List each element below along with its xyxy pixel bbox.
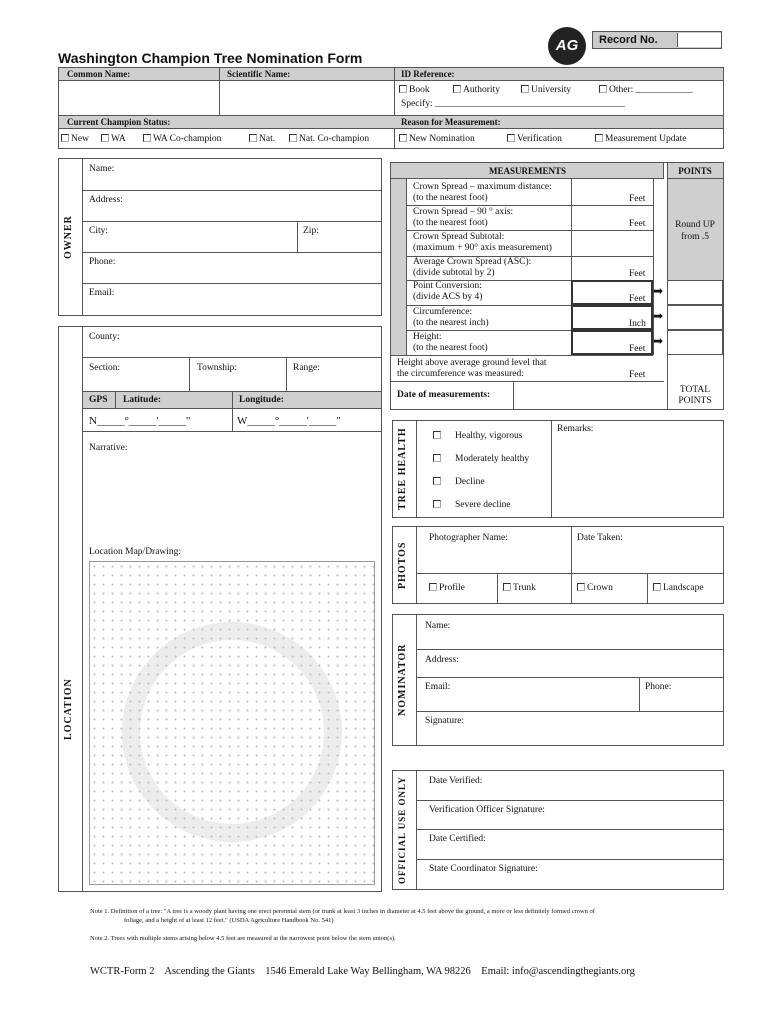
unit-feet: Feet [629,294,646,304]
points-header: POINTS [678,166,712,176]
arrow-right-icon: ➡ [653,309,664,323]
nominator-email-label: Email: [425,682,451,692]
checkbox[interactable] [433,500,441,508]
nominator-side-label: NOMINATOR [397,643,408,717]
checkbox[interactable] [61,134,69,142]
county-label: County: [89,332,120,342]
status-nat-cochampion[interactable]: Nat. Co-champion [289,134,369,144]
id-option-authority[interactable]: Authority [453,85,500,95]
height-above-ground: Height above average ground level that the circumference was measured: [397,358,547,379]
longitude-field[interactable]: W_____°_____'_____" [237,415,341,427]
measure-row-2: Crown Spread – 90 ° axis: (to the nearest foot) [413,207,514,228]
measure-row-6: Circumference: (to the nearest inch) [413,307,489,328]
tree-health-side-label: TREE HEALTH [397,427,408,511]
photographer-label: Photographer Name: [429,533,508,543]
note-2: Note 2. Trees with multiple stems arising below 4.5 feet are measured at the narrowest point below the stem union(s). [90,935,396,942]
total-points-label: TOTAL POINTS [678,385,712,406]
official-use-section [392,770,724,890]
scientific-name-label: Scientific Name: [227,69,291,79]
logo [548,27,586,65]
checkbox[interactable] [503,583,511,591]
verification-officer-label: Verification Officer Signature: [429,805,545,815]
unit-feet: Feet [629,194,646,204]
section-label: Section: [89,363,121,373]
id-option-university[interactable]: University [521,85,571,95]
common-name-field[interactable] [59,81,219,115]
watermark-logo [122,622,342,842]
owner-address-label: Address: [89,195,123,205]
reason-verification[interactable]: Verification [507,134,562,144]
checkbox[interactable] [521,85,529,93]
checkbox[interactable] [101,134,109,142]
longitude-label: Longitude: [239,395,284,405]
date-verified-label: Date Verified: [429,776,483,786]
measure-row-3: Crown Spread Subtotal: (maximum + 90° axis measurement) [413,232,552,253]
common-name-label: Common Name: [67,69,131,79]
top-section [58,67,724,149]
unit-feet: Feet [629,219,646,229]
checkbox[interactable] [143,134,151,142]
nominator-section [392,614,724,746]
checkbox[interactable] [433,454,441,462]
health-healthy[interactable]: Healthy, vigorous [433,431,522,441]
owner-zip-label: Zip: [303,226,319,236]
unit-inch: Inch [629,319,646,329]
photos-section [392,526,724,604]
location-side-label: LOCATION [63,678,74,740]
points-conversion-field[interactable] [667,280,723,305]
photos-side-label: PHOTOS [397,541,408,589]
measure-row-1: Crown Spread – maximum distance: (to the nearest foot) [413,182,552,203]
checkbox[interactable] [433,477,441,485]
scientific-name-field[interactable] [220,81,394,115]
latitude-field[interactable]: N_____°_____'_____" [89,415,191,427]
point-conversion-box[interactable] [571,280,653,305]
checkbox[interactable] [399,85,407,93]
circumference-box[interactable] [571,305,653,330]
status-new[interactable]: New [61,134,89,144]
nominator-address-label: Address: [425,655,459,665]
photo-profile[interactable]: Profile [429,583,465,593]
id-option-book[interactable]: Book [399,85,430,95]
measurements-section [390,162,724,410]
form-title: Washington Champion Tree Nomination Form [58,50,363,66]
record-number-field[interactable] [677,33,721,47]
checkbox[interactable] [653,583,661,591]
round-up-note: Round UP from .5 [675,220,715,242]
owner-name-label: Name: [89,164,115,174]
checkbox[interactable] [599,85,607,93]
checkbox[interactable] [433,431,441,439]
checkbox[interactable] [399,134,407,142]
remarks-label: Remarks: [557,424,594,434]
health-decline[interactable]: Decline [433,477,485,487]
narrative-label: Narrative: [89,443,128,453]
id-reference-label: ID Reference: [401,69,455,79]
unit-feet: Feet [629,344,646,354]
unit-feet: Feet [629,269,646,279]
owner-section [58,158,382,316]
date-taken-label: Date Taken: [577,533,623,543]
unit-feet: Feet [629,370,646,380]
nominator-phone-label: Phone: [645,682,672,692]
footer: WCTR-Form 2 Ascending the Giants 1546 Emerald Lake Way Bellingham, WA 98226 Email: info@ascendingthegiants.org [90,966,635,977]
measurements-header: MEASUREMENTS [488,166,566,176]
checkbox[interactable] [249,134,257,142]
measure-row-5: Point Conversion: (divide ACS by 4) [413,281,483,302]
id-option-other[interactable]: Other: ____________ [599,85,693,95]
owner-side-label: OWNER [63,215,74,259]
nominator-name-label: Name: [425,621,451,631]
height-box[interactable] [571,330,653,355]
points-circumference-field[interactable] [667,305,723,330]
arrow-right-icon: ➡ [653,284,664,298]
checkbox[interactable] [453,85,461,93]
current-champion-status-label: Current Champion Status: [67,117,171,127]
checkbox[interactable] [577,583,585,591]
status-nat[interactable]: Nat. [249,134,275,144]
location-section [58,326,382,892]
location-map-label: Location Map/Drawing: [89,547,182,557]
range-label: Range: [293,363,320,373]
nominator-signature-label: Signature: [425,716,465,726]
photo-crown[interactable]: Crown [577,583,613,593]
arrow-right-icon: ➡ [653,334,664,348]
status-wa[interactable]: WA [101,134,126,144]
official-side-label: OFFICIAL USE ONLY [397,776,407,884]
checkbox[interactable] [429,583,437,591]
note-1: Note 1. Definition of a tree: "A tree is a woody plant having one erect perennial stem (or trunk at least 3 inches in diameter at 4.5 feet above the ground, a more or less definitely formed crown of foliage, and a height of at least 12 feet." (USDA Agriculture Handbook No. 541) [90,908,595,924]
specify-field[interactable]: Specify: ________________________________________ [401,99,626,109]
owner-phone-label: Phone: [89,257,116,267]
state-coordinator-label: State Coordinator Signature: [429,864,538,874]
gps-label: GPS [89,395,108,405]
date-of-measurements-label: Date of measurements: [397,390,491,400]
checkbox[interactable] [507,134,515,142]
reason-for-measurement-label: Reason for Measurement: [401,117,501,127]
measure-row-7: Height: (to the nearest foot) [413,332,488,353]
township-label: Township: [197,363,237,373]
top-header-row [59,68,723,81]
reason-measurement-update[interactable]: Measurement Update [595,134,687,144]
owner-city-label: City: [89,226,109,236]
date-certified-label: Date Certified: [429,834,486,844]
measure-row-4: Average Crown Spread (ASC): (divide subtotal by 2) [413,257,532,278]
checkbox[interactable] [289,134,297,142]
photo-landscape[interactable]: Landscape [653,583,704,593]
photo-trunk[interactable]: Trunk [503,583,536,593]
status-wa-cochampion[interactable]: WA Co-champion [143,134,221,144]
latitude-label: Latitude: [123,395,161,405]
record-label: Record No. [599,34,658,46]
tree-health-section [392,420,724,518]
logo-text: AG [555,37,579,54]
owner-email-label: Email: [89,288,115,298]
reason-new-nomination[interactable]: New Nomination [399,134,475,144]
checkbox[interactable] [595,134,603,142]
health-severe[interactable]: Severe decline [433,500,511,510]
location-map-drawing-area[interactable] [89,561,375,885]
points-height-field[interactable] [667,330,723,355]
record-number [592,31,722,49]
health-moderate[interactable]: Moderately healthy [433,454,529,464]
